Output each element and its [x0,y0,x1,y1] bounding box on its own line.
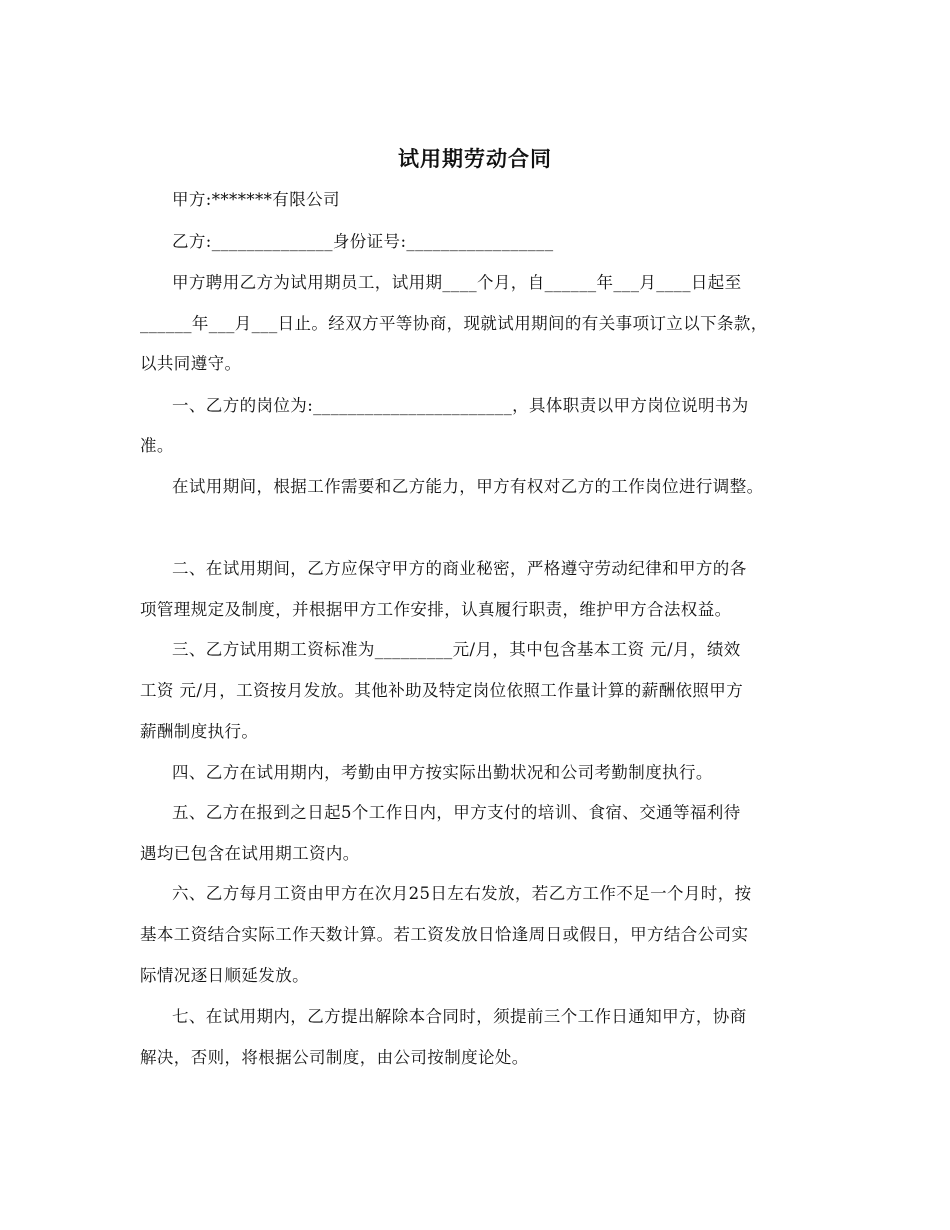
clause-1-line-1: 一、乙方的岗位为:_______________________，具体职责以甲方岗位说明书为 [172,396,749,415]
clause-2-line-2: 项管理规定及制度，并根据甲方工作安排，认真履行职责，维护甲方合法权益。 [140,600,732,619]
clause-3-line-2: 工资 元/月，工资按月发放。其他补助及特定岗位依照工作量计算的薪酬依照甲方 [140,681,744,700]
clause-3-line-3: 薪酬制度执行。 [140,722,259,741]
adjustment-line: 在试用期间，根据工作需要和乙方能力，甲方有权对乙方的工作岗位进行调整。 [172,477,764,496]
clause-6-line-3: 际情况逐日顺延发放。 [140,966,309,985]
clause-3-line-1: 三、乙方试用期工资标准为_________元/月，其中包含基本工资 元/月，绩效 [172,640,741,659]
clause-7-line-2: 解决，否则，将根据公司制度，由公司按制度论处。 [140,1048,529,1067]
party-b-line: 乙方:______________身份证号:_________________ [172,232,554,251]
intro-line-2: ______年___月___日止。经双方平等协商，现就试用期间的有关事项订立以下条款， [140,314,768,333]
party-a-line: 甲方:*******有限公司 [172,190,340,209]
intro-line-3: 以共同遵守。 [140,354,242,373]
clause-5-line-2: 遇均已包含在试用期工资内。 [140,844,360,863]
clause-7-line-1: 七、在试用期内，乙方提出解除本合同时，须提前三个工作日通知甲方，协商 [172,1007,747,1026]
document-title: 试用期劳动合同 [398,146,552,171]
clause-6-line-2: 基本工资结合实际工作天数计算。若工资发放日恰逢周日或假日，甲方结合公司实 [140,925,749,944]
clause-6-line-1: 六、乙方每月工资由甲方在次月25日左右发放，若乙方工作不足一个月时，按 [172,884,752,903]
clause-4-line-1: 四、乙方在试用期内，考勤由甲方按实际出勤状况和公司考勤制度执行。 [172,763,713,782]
clause-1-line-2: 准。 [140,436,174,455]
intro-line-1: 甲方聘用乙方为试用期员工，试用期____个月，自______年___月____日起至 [172,273,742,292]
clause-5-line-1: 五、乙方在报到之日起5个工作日内，甲方支付的培训、食宿、交通等福利待 [172,803,741,822]
clause-2-line-1: 二、在试用期间，乙方应保守甲方的商业秘密，严格遵守劳动纪律和甲方的各 [172,559,747,578]
